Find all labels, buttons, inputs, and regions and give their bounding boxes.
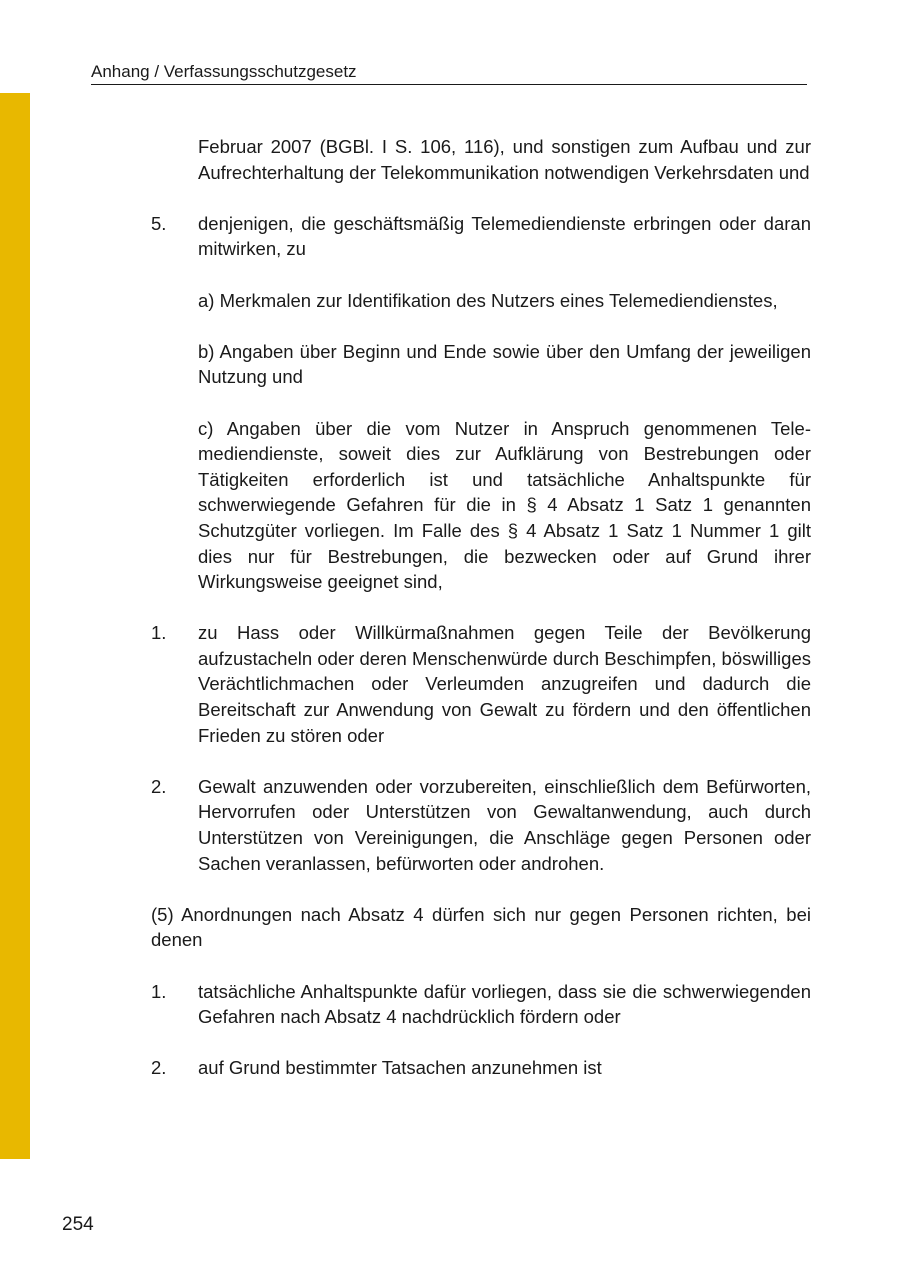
running-header: Anhang / Verfassungsschutzgesetz [91, 62, 807, 85]
page-body [151, 134, 811, 1081]
item-number: 1. [151, 622, 167, 644]
item-text: zu Hass oder Willkürmaßnahmen gegen Teile der Bevölkerung aufzustacheln oder deren Menschenwürde durch Beschimpfen, böswilliges Verächtlichmachen oder Verleumden anzugreifen und dadurch die Bereitschaft zur Anwendung von Gewalt zu fördern und den öffentlichen Frieden zu stören oder [198, 622, 811, 746]
page-number: 254 [62, 1214, 94, 1235]
sub-item-a: a) Merkmalen zur Identifikation des Nutzers eines Telemediendienstes, [198, 289, 778, 311]
item-number: 2. [151, 775, 167, 797]
list-item-5 [151, 211, 811, 262]
sub-item-c: c) Angaben über die vom Nutzer in Anspruch genommenen Telemediendienste, soweit dies zur Aufklärung von Bestrebungen oder Tätigkeiten erforderlich ist und tatsächliche Anhaltspunkte für schwerwiegende Gefahren für die in § 4 Absatz 1 Satz 1 genannten Schutzgüter vorliegen. Im Falle des § 4 Absatz 1 Satz 1 Nummer 1 gilt dies nur für Bestrebungen, die bezwecken oder auf Grund ihrer Wirkungsweise geeignet sind, [198, 417, 811, 593]
paragraph-5: (5) Anordnungen nach Absatz 4 dürfen sich nur gegen Personen richten, bei denen [151, 903, 811, 951]
chapter-tab-bar [0, 93, 30, 1159]
list-item [151, 1055, 811, 1081]
item-number: 5. [151, 212, 167, 234]
item-text: Gewalt anzuwenden oder vorzubereiten, einschließlich dem Befürworten, Hervorrufen oder Unterstützen von Gewaltanwendung, auch durch Unterstützen von Vereinigungen, die Anschläge gegen Personen oder Sachen veranlassen, befürworten oder androhen. [198, 775, 811, 874]
item-text: auf Grund bestimmter Tatsachen anzunehmen ist [198, 1057, 602, 1079]
item-number: 1. [151, 980, 167, 1002]
list-item [151, 774, 811, 876]
list-item [151, 979, 811, 1030]
continuation-text: Februar 2007 (BGBl. I S. 106, 116), und sonstigen zum Aufbau und zur Aufrechterhaltung der Telekommunikation notwendigen Verkehrsdaten und [198, 136, 811, 183]
item-number: 2. [151, 1057, 167, 1079]
sub-item-b: b) Angaben über Beginn und Ende sowie über den Umfang der jeweiligen Nutzung und [198, 340, 811, 388]
item-text: denjenigen, die geschäftsmäßig Telemediendienste erbringen oder daran mitwirken, zu [198, 212, 811, 260]
list-item [151, 620, 811, 748]
item-text: tatsächliche Anhaltspunkte dafür vorliegen, dass sie die schwerwiegenden Gefahren nach Absatz 4 nachdrücklich fördern oder [198, 980, 811, 1028]
